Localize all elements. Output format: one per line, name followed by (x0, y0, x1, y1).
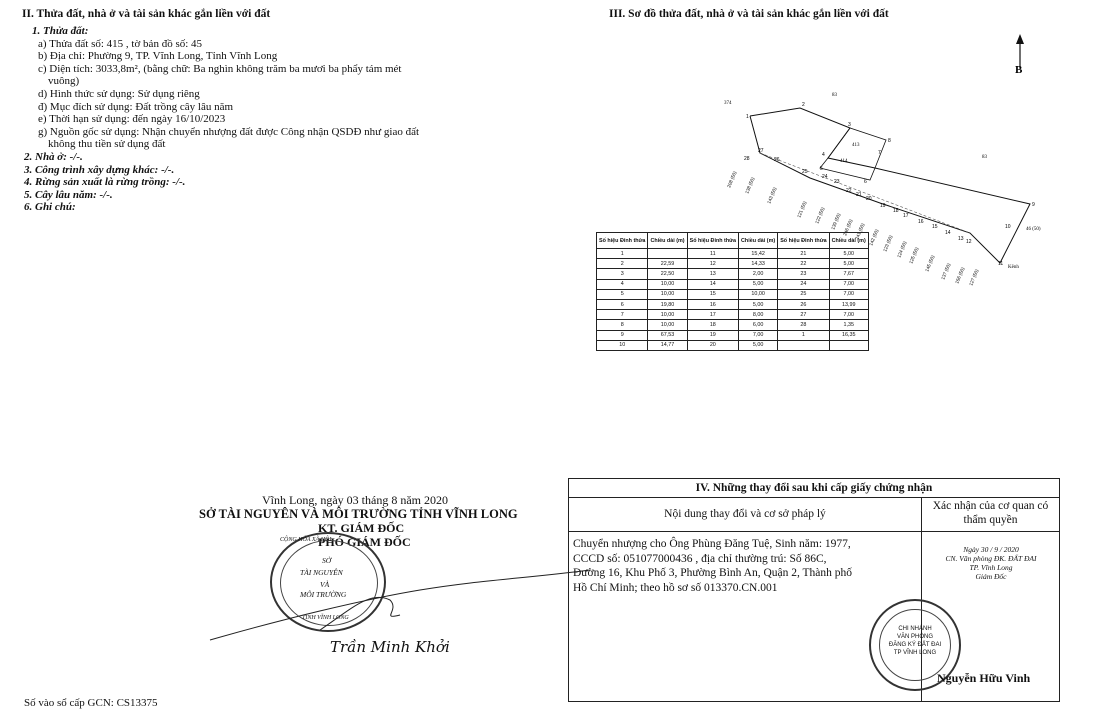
table-cell (829, 340, 868, 350)
road-label: 145 (50) (924, 254, 936, 273)
address-line: b) Địa chỉ: Phường 9, TP. Vĩnh Long, Tỉnh Vĩnh Long (38, 50, 278, 63)
table-cell: 10,00 (648, 279, 687, 289)
label-kenh: Kênh (1008, 265, 1019, 270)
vertex-3: 3 (848, 122, 851, 128)
table-cell: 13 (687, 269, 738, 279)
vertex-17: 17 (903, 213, 909, 219)
table-header: Số hiệu Đỉnh thửa (597, 233, 648, 249)
confirm-date: Ngày 30 / 9 / 2020 (963, 545, 1019, 554)
table-cell: 18 (687, 320, 738, 330)
table-cell: 7,00 (829, 279, 868, 289)
table-cell: 21 (778, 249, 829, 259)
north-label: B (1015, 64, 1023, 76)
table-cell: 11 (687, 249, 738, 259)
road-label: 156 (50) (954, 266, 966, 285)
table-header: Số hiệu Đỉnh thửa (778, 233, 829, 249)
table-cell: 26 (778, 299, 829, 309)
table-cell: 2 (597, 259, 648, 269)
vertex-28: 28 (744, 156, 750, 162)
vertex-13: 13 (958, 236, 964, 242)
vertex-4: 4 (822, 152, 825, 158)
label-83b: 83 (982, 155, 987, 160)
edge-length-table (596, 232, 869, 351)
seal-text: MÔI TRƯỜNG (300, 590, 347, 599)
vertex-10: 10 (1005, 224, 1011, 230)
table-cell: 8 (597, 320, 648, 330)
table-cell: 2,00 (739, 269, 778, 279)
origin-line: g) Nguồn gốc sử dụng: Nhận chuyển nhượng đất được Công nhận QSDĐ như giao đất (38, 125, 420, 138)
table-cell: 17 (687, 310, 738, 320)
label-413: 413 (852, 143, 860, 148)
kt-director: KT. GIÁM ĐỐC (318, 521, 405, 535)
signer-name: Trần Minh Khởi (330, 638, 450, 656)
road-label: 143 (50) (766, 186, 778, 205)
vertex-25: 25 (802, 169, 808, 175)
table-cell: 7,00 (829, 289, 868, 299)
table-cell: 20 (687, 340, 738, 350)
seal-text: TÀI NGUYÊN (300, 568, 343, 577)
table-row (597, 340, 869, 350)
use-purpose-line: đ) Mục đích sử dụng: Đất trồng cây lâu năm (38, 100, 234, 113)
confirm-title: Giám Đốc (975, 572, 1007, 581)
signature-strokes (200, 560, 600, 650)
changes-col1-header: Nội dung thay đổi và cơ sở pháp lý (569, 497, 921, 532)
seal-text: SỞ (322, 556, 332, 565)
road-label: 142 (50) (868, 228, 880, 247)
changes-col2-header: Xác nhận của cơ quan có thẩm quyền (922, 499, 1059, 532)
table-cell: 14,33 (739, 259, 778, 269)
changes-content (573, 537, 852, 595)
vertex-11: 11 (998, 261, 1004, 267)
road-label: 121 (50) (796, 200, 808, 219)
vertex-12: 12 (966, 239, 972, 245)
seal-text: CỘNG HÒA XÃ HỘI (280, 537, 332, 543)
agency-name: SỞ TÀI NGUYÊN VÀ MÔI TRƯỜNG TỈNH VĨNH LONG (199, 507, 518, 521)
item3: 3. Công trình xây dựng khác: -/-. (24, 163, 175, 176)
table-cell: 24 (778, 279, 829, 289)
table-cell (648, 249, 687, 259)
confirm-signer: Nguyễn Hữu Vinh (937, 671, 1031, 685)
table-cell: 5,00 (739, 279, 778, 289)
stamp-text: VĂN PHÒNG (896, 634, 933, 640)
stamp-text: TP VĨNH LONG (893, 650, 937, 656)
table-row (597, 269, 869, 279)
vertex-9: 9 (1032, 202, 1035, 208)
table-header: Chiều dài (m) (739, 233, 778, 249)
table-cell: 10,00 (739, 289, 778, 299)
vertex-21: 21 (856, 192, 862, 198)
signing-date: Vĩnh Long, ngày 03 tháng 8 năm 2020 (262, 493, 448, 507)
table-cell: 67,53 (648, 330, 687, 340)
road-label: 122 (50) (814, 206, 826, 225)
item1-title: 1. Thửa đất: (32, 25, 89, 37)
table-cell: 7,00 (739, 330, 778, 340)
table-row (597, 259, 869, 269)
table-row (597, 279, 869, 289)
vertex-27: 27 (758, 148, 764, 154)
changes-box (568, 478, 1060, 702)
road-label: 138 (50) (744, 176, 756, 195)
table-cell: 1,35 (829, 320, 868, 330)
vertex-26: 26 (774, 157, 780, 163)
table-header: Chiều dài (m) (648, 233, 687, 249)
table-cell: 19,80 (648, 299, 687, 309)
table-row (597, 289, 869, 299)
table-cell: 22,59 (648, 259, 687, 269)
table-cell: 15 (687, 289, 738, 299)
area-line: c) Diện tích: 3033,8m², (bằng chữ: Ba nghìn không trăm ba mươi ba phẩy tám mét (38, 62, 402, 75)
content-line: Hồ Chí Minh; theo hồ sơ số 013370.CN.001 (573, 581, 778, 594)
table-cell: 15,42 (739, 249, 778, 259)
road-label: 139 (50) (830, 212, 842, 231)
road-label: 208 (50) (726, 170, 738, 189)
road-label: 246 (50) (842, 218, 854, 237)
vertex-1: 1 (746, 114, 749, 120)
vertex-14: 14 (945, 230, 951, 236)
table-cell: 5,00 (829, 249, 868, 259)
label-414: 414 (840, 159, 848, 164)
road-label: 125 (50) (908, 246, 920, 265)
vertex-7: 7 (878, 150, 881, 156)
vertex-18: 18 (893, 208, 899, 214)
content-line: Chuyển nhượng cho Ông Phùng Đăng Tuệ, Sinh năm: 1977, (573, 538, 851, 550)
table-cell: 10 (597, 340, 648, 350)
table-cell: 14,77 (648, 340, 687, 350)
seal-text: TỈNH VĨNH LONG (302, 615, 349, 621)
seal-text: VÀ (320, 580, 330, 589)
content-line: CCCD số: 051077000436 , địa chỉ thường trú: Số 86C, (573, 552, 827, 565)
vertex-19: 19 (880, 203, 886, 209)
road-label: 123 (50) (882, 234, 894, 253)
vertex-24: 24 (822, 174, 828, 180)
table-cell: 1 (597, 249, 648, 259)
area-line-cont: vuông) (48, 75, 80, 88)
changes-title: IV. Những thay đổi sau khi cấp giấy chứng nhận (569, 479, 1059, 498)
use-term-line: e) Thời hạn sử dụng: đến ngày 16/10/2023 (38, 113, 226, 126)
land-info (24, 25, 544, 214)
table-header: Số hiệu Đỉnh thửa (687, 233, 738, 249)
table-cell: 5,00 (739, 340, 778, 350)
table-row (597, 320, 869, 330)
table-cell: 25 (778, 289, 829, 299)
vertex-6: 6 (864, 179, 867, 185)
item2: 2. Nhà ở: -/-. (24, 150, 83, 163)
use-form-line: d) Hình thức sử dụng: Sử dụng riêng (38, 87, 200, 100)
stamp-text: CHI NHÁNH (898, 626, 932, 632)
table-cell: 3 (597, 269, 648, 279)
table-cell: 1 (778, 330, 829, 340)
table-row (597, 310, 869, 320)
table-cell: 16,35 (829, 330, 868, 340)
content-line: Đường 16, Khu Phố 3, Phường Bình An, Quận 2, Thành phố (573, 567, 853, 579)
vertex-2: 2 (802, 102, 805, 108)
table-cell: 5 (597, 289, 648, 299)
table-cell: 5,00 (739, 299, 778, 309)
label-374: 374 (724, 101, 732, 106)
table-cell: 16 (687, 299, 738, 309)
table-cell: 23 (778, 269, 829, 279)
confirm-city: TP. Vĩnh Long (969, 563, 1013, 572)
table-cell: 8,00 (739, 310, 778, 320)
vertex-5: 5 (820, 166, 823, 172)
table-cell: 22 (778, 259, 829, 269)
item4: 4. Rừng sản xuất là rừng trồng: -/-. (24, 176, 186, 189)
table-cell: 6 (597, 299, 648, 309)
label-83a: 83 (832, 93, 837, 98)
deputy-director: PHÓ GIÁM ĐỐC (318, 535, 411, 549)
table-cell: 6,00 (739, 320, 778, 330)
parcel-number-line: a) Thửa đất số: 415 , tờ bản đồ số: 45 (38, 37, 203, 50)
table-row (597, 249, 869, 259)
table-cell: 10,00 (648, 320, 687, 330)
vertex-22: 22 (846, 188, 852, 194)
table-cell: 10,00 (648, 310, 687, 320)
table-cell: 10,00 (648, 289, 687, 299)
table-cell: 28 (778, 320, 829, 330)
section-iii-title: III. Sơ đồ thửa đất, nhà ở và tài sản khác gắn liền với đất (609, 8, 889, 20)
table-cell: 22,50 (648, 269, 687, 279)
table-cell: 12 (687, 259, 738, 269)
table-cell: 7 (597, 310, 648, 320)
origin-line-cont: không thu tiền sử dụng đất (48, 138, 166, 151)
table-cell: 4 (597, 279, 648, 289)
vertex-15: 15 (932, 224, 938, 230)
table-row (597, 330, 869, 340)
table-cell: 7,00 (829, 310, 868, 320)
vertex-16: 16 (918, 219, 924, 225)
road-label: 127 (50) (968, 268, 980, 287)
vertex-8: 8 (888, 138, 891, 144)
road-label: 241 (50) (854, 222, 866, 241)
confirmation (925, 545, 1057, 581)
item6: 6. Ghi chú: (24, 201, 76, 214)
stamp-text: ĐĂNG KÝ ĐẤT ĐAI (888, 642, 942, 648)
table-cell: 5,00 (829, 259, 868, 269)
confirm-office: CN. Văn phòng ĐK. ĐẤT ĐAI (945, 554, 1037, 563)
table-cell: 27 (778, 310, 829, 320)
table-header: Chiều dài (m) (829, 233, 868, 249)
road-label: 124 (50) (896, 240, 908, 259)
table-cell (778, 340, 829, 350)
table-cell: 14 (687, 279, 738, 289)
vertex-20: 20 (866, 196, 872, 202)
label-46: 46 (50) (1026, 227, 1041, 232)
registry-number: Số vào sổ cấp GCN: CS13375 (24, 697, 158, 709)
table-cell: 13,99 (829, 299, 868, 309)
vertex-23: 23 (834, 179, 840, 185)
section-ii-title: II. Thửa đất, nhà ở và tài sản khác gắn liền với đất (22, 8, 271, 20)
item5: 5. Cây lâu năm: -/-. (24, 188, 113, 201)
table-row (597, 299, 869, 309)
road-label: 137 (50) (940, 262, 952, 281)
table-cell: 19 (687, 330, 738, 340)
table-cell: 9 (597, 330, 648, 340)
table-cell: 7,67 (829, 269, 868, 279)
